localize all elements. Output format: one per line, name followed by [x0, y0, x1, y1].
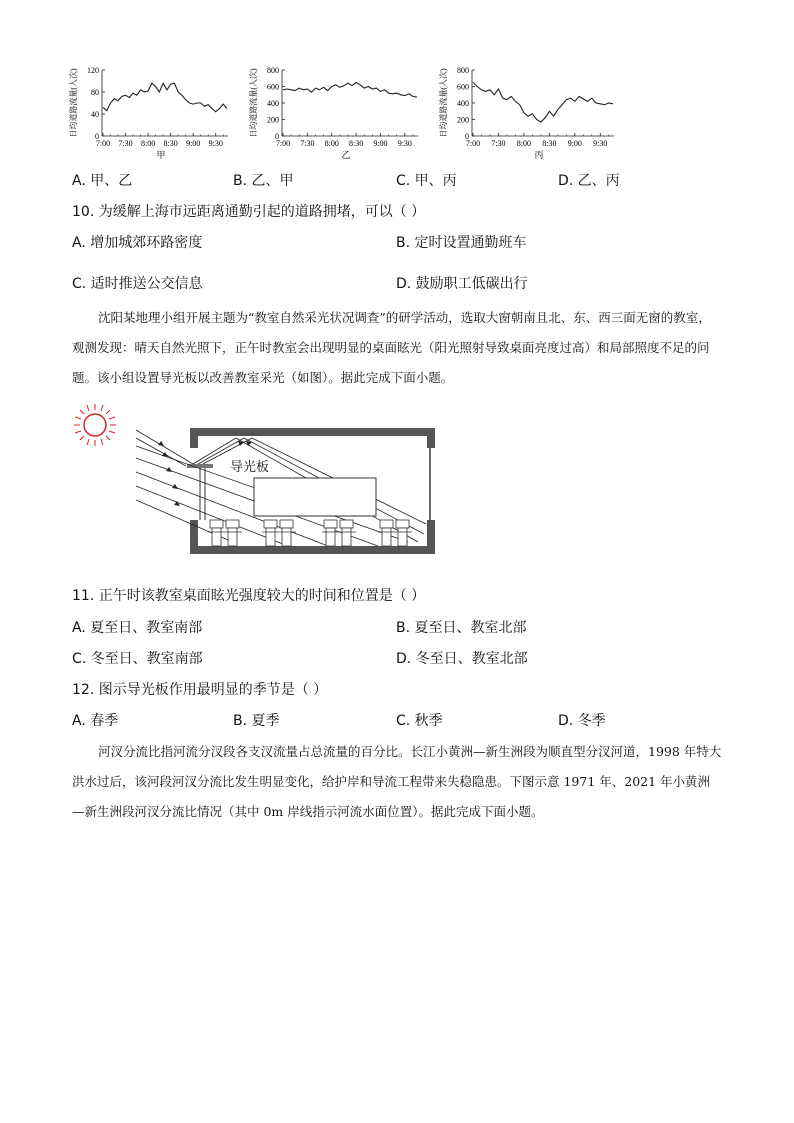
- chart-panel-name: 甲: [156, 150, 166, 160]
- y-tick-label: 80: [91, 88, 99, 97]
- q11-option-c[interactable]: C. 冬至日、教室南部: [72, 651, 203, 667]
- chart-panel-name: 乙: [341, 150, 351, 160]
- passage-classroom-lighting: 沈阳某地理小组开展主题为“教室自然采光状况调查”的研学活动，选取大窗朝南且北、东、西三面无窗的教室，观测发现：晴天自然光照下，正午时教室会出现明显的桌面眩光（阳光照射导致桌面亮度过高）和局部照度不足的问题。该小组设置导光板以改善教室采光（如图）。据此完成下面小题。: [72, 310, 711, 385]
- chart-jia: [66, 62, 246, 168]
- x-tick-label: 7:30: [491, 139, 506, 148]
- x-tick-label: 8:30: [163, 139, 178, 148]
- q9-option-c[interactable]: C. 甲、丙: [396, 173, 457, 189]
- chart-bing: [436, 62, 632, 168]
- q10-option-b[interactable]: B. 定时设置通勤班车: [396, 235, 527, 251]
- q11-option-d[interactable]: D. 冬至日、教室北部: [396, 651, 528, 667]
- q12-option-d[interactable]: D. 冬季: [558, 713, 606, 729]
- chart-yi: [246, 62, 436, 168]
- series-line: [283, 82, 417, 97]
- x-tick-label: 8:30: [542, 139, 557, 148]
- x-tick-label: 8:00: [324, 139, 339, 148]
- y-axis-label: 日均道路流量(人次): [249, 68, 258, 138]
- chart-bing-svg: [436, 62, 632, 168]
- q11-option-b[interactable]: B. 夏至日、教室北部: [396, 620, 527, 636]
- light-guide-plate: [187, 464, 213, 468]
- q10-stem: 10. 为缓解上海市远距离通勤引起的道路拥堵，可以（ ）: [72, 204, 426, 220]
- q9-option-a[interactable]: A. 甲、乙: [72, 173, 133, 189]
- q11-option-a[interactable]: A. 夏至日、教室南部: [72, 620, 203, 636]
- q12-stem: 12. 图示导光板作用最明显的季节是（ ）: [72, 682, 328, 698]
- x-tick-label: 8:30: [348, 139, 364, 148]
- y-tick-label: 400: [457, 99, 469, 108]
- y-tick-label: 800: [457, 66, 469, 75]
- x-tick-label: 7:30: [300, 139, 315, 148]
- x-tick-label: 7:00: [95, 139, 111, 148]
- chart-yi-svg: [246, 62, 436, 168]
- q9-option-b[interactable]: B. 乙、甲: [233, 173, 294, 189]
- q10-option-d[interactable]: D. 鼓励职工低碳出行: [396, 276, 528, 292]
- chart-panel-name: 丙: [534, 150, 544, 160]
- x-tick-label: 7:30: [118, 139, 133, 148]
- y-tick-label: 40: [91, 110, 99, 119]
- q11-stem: 11. 正午时该教室桌面眩光强度较大的时间和位置是（ ）: [72, 588, 426, 604]
- x-tick-label: 9:30: [397, 139, 412, 148]
- y-tick-label: 600: [267, 82, 279, 92]
- light-guide-figure: [68, 402, 438, 554]
- y-tick-label: 120: [87, 66, 99, 75]
- q12-option-a[interactable]: A. 春季: [72, 713, 119, 729]
- series-line: [103, 83, 227, 112]
- passage-river-split: 河汊分流比指河流分汊段各支汊流量占总流量的百分比。长江小黄洲—新生洲段为顺直型分汊河道，1998 年特大洪水过后，该河段河汊分流比发生明显变化，给护岸和导流工程带来失稳隐患。下图示意 1971 年、2021 年小黄洲—新生洲段河汊分流比情况（其中 0m 岸线指示河流水面位置）。据此完成下面小题。: [72, 744, 722, 819]
- blackboard: [254, 478, 376, 516]
- y-tick-label: 400: [267, 99, 279, 108]
- x-tick-label: 9:00: [567, 139, 582, 148]
- y-tick-label: 600: [457, 82, 469, 92]
- y-tick-label: 200: [267, 115, 279, 125]
- y-axis-label: 日均道路流量(人次): [439, 68, 448, 138]
- q10-option-a[interactable]: A. 增加城郊环路密度: [72, 235, 203, 251]
- x-tick-label: 7:00: [275, 139, 291, 148]
- x-tick-label: 7:00: [465, 139, 481, 148]
- x-tick-label: 9:30: [208, 139, 223, 148]
- x-tick-label: 9:00: [186, 139, 201, 148]
- q9-option-d[interactable]: D. 乙、丙: [558, 173, 620, 189]
- y-tick-label: 0: [275, 132, 279, 141]
- y-tick-label: 0: [465, 132, 469, 141]
- y-axis-label: 日均道路流量(人次): [69, 68, 78, 138]
- x-tick-label: 8:00: [140, 139, 156, 148]
- light-guide-label: 导光板: [230, 460, 270, 475]
- y-tick-label: 800: [267, 66, 279, 75]
- q12-option-b[interactable]: B. 夏季: [233, 713, 280, 729]
- q12-option-c[interactable]: C. 秋季: [396, 713, 443, 729]
- x-tick-label: 8:00: [516, 139, 532, 148]
- x-tick-label: 9:30: [593, 139, 608, 148]
- y-tick-label: 200: [457, 115, 469, 125]
- chart-jia-svg: [66, 62, 246, 168]
- q10-option-c[interactable]: C. 适时推送公交信息: [72, 276, 203, 292]
- series-line: [473, 82, 613, 122]
- x-tick-label: 9:00: [373, 139, 388, 148]
- y-tick-label: 0: [95, 132, 99, 141]
- sun-icon: [74, 404, 116, 446]
